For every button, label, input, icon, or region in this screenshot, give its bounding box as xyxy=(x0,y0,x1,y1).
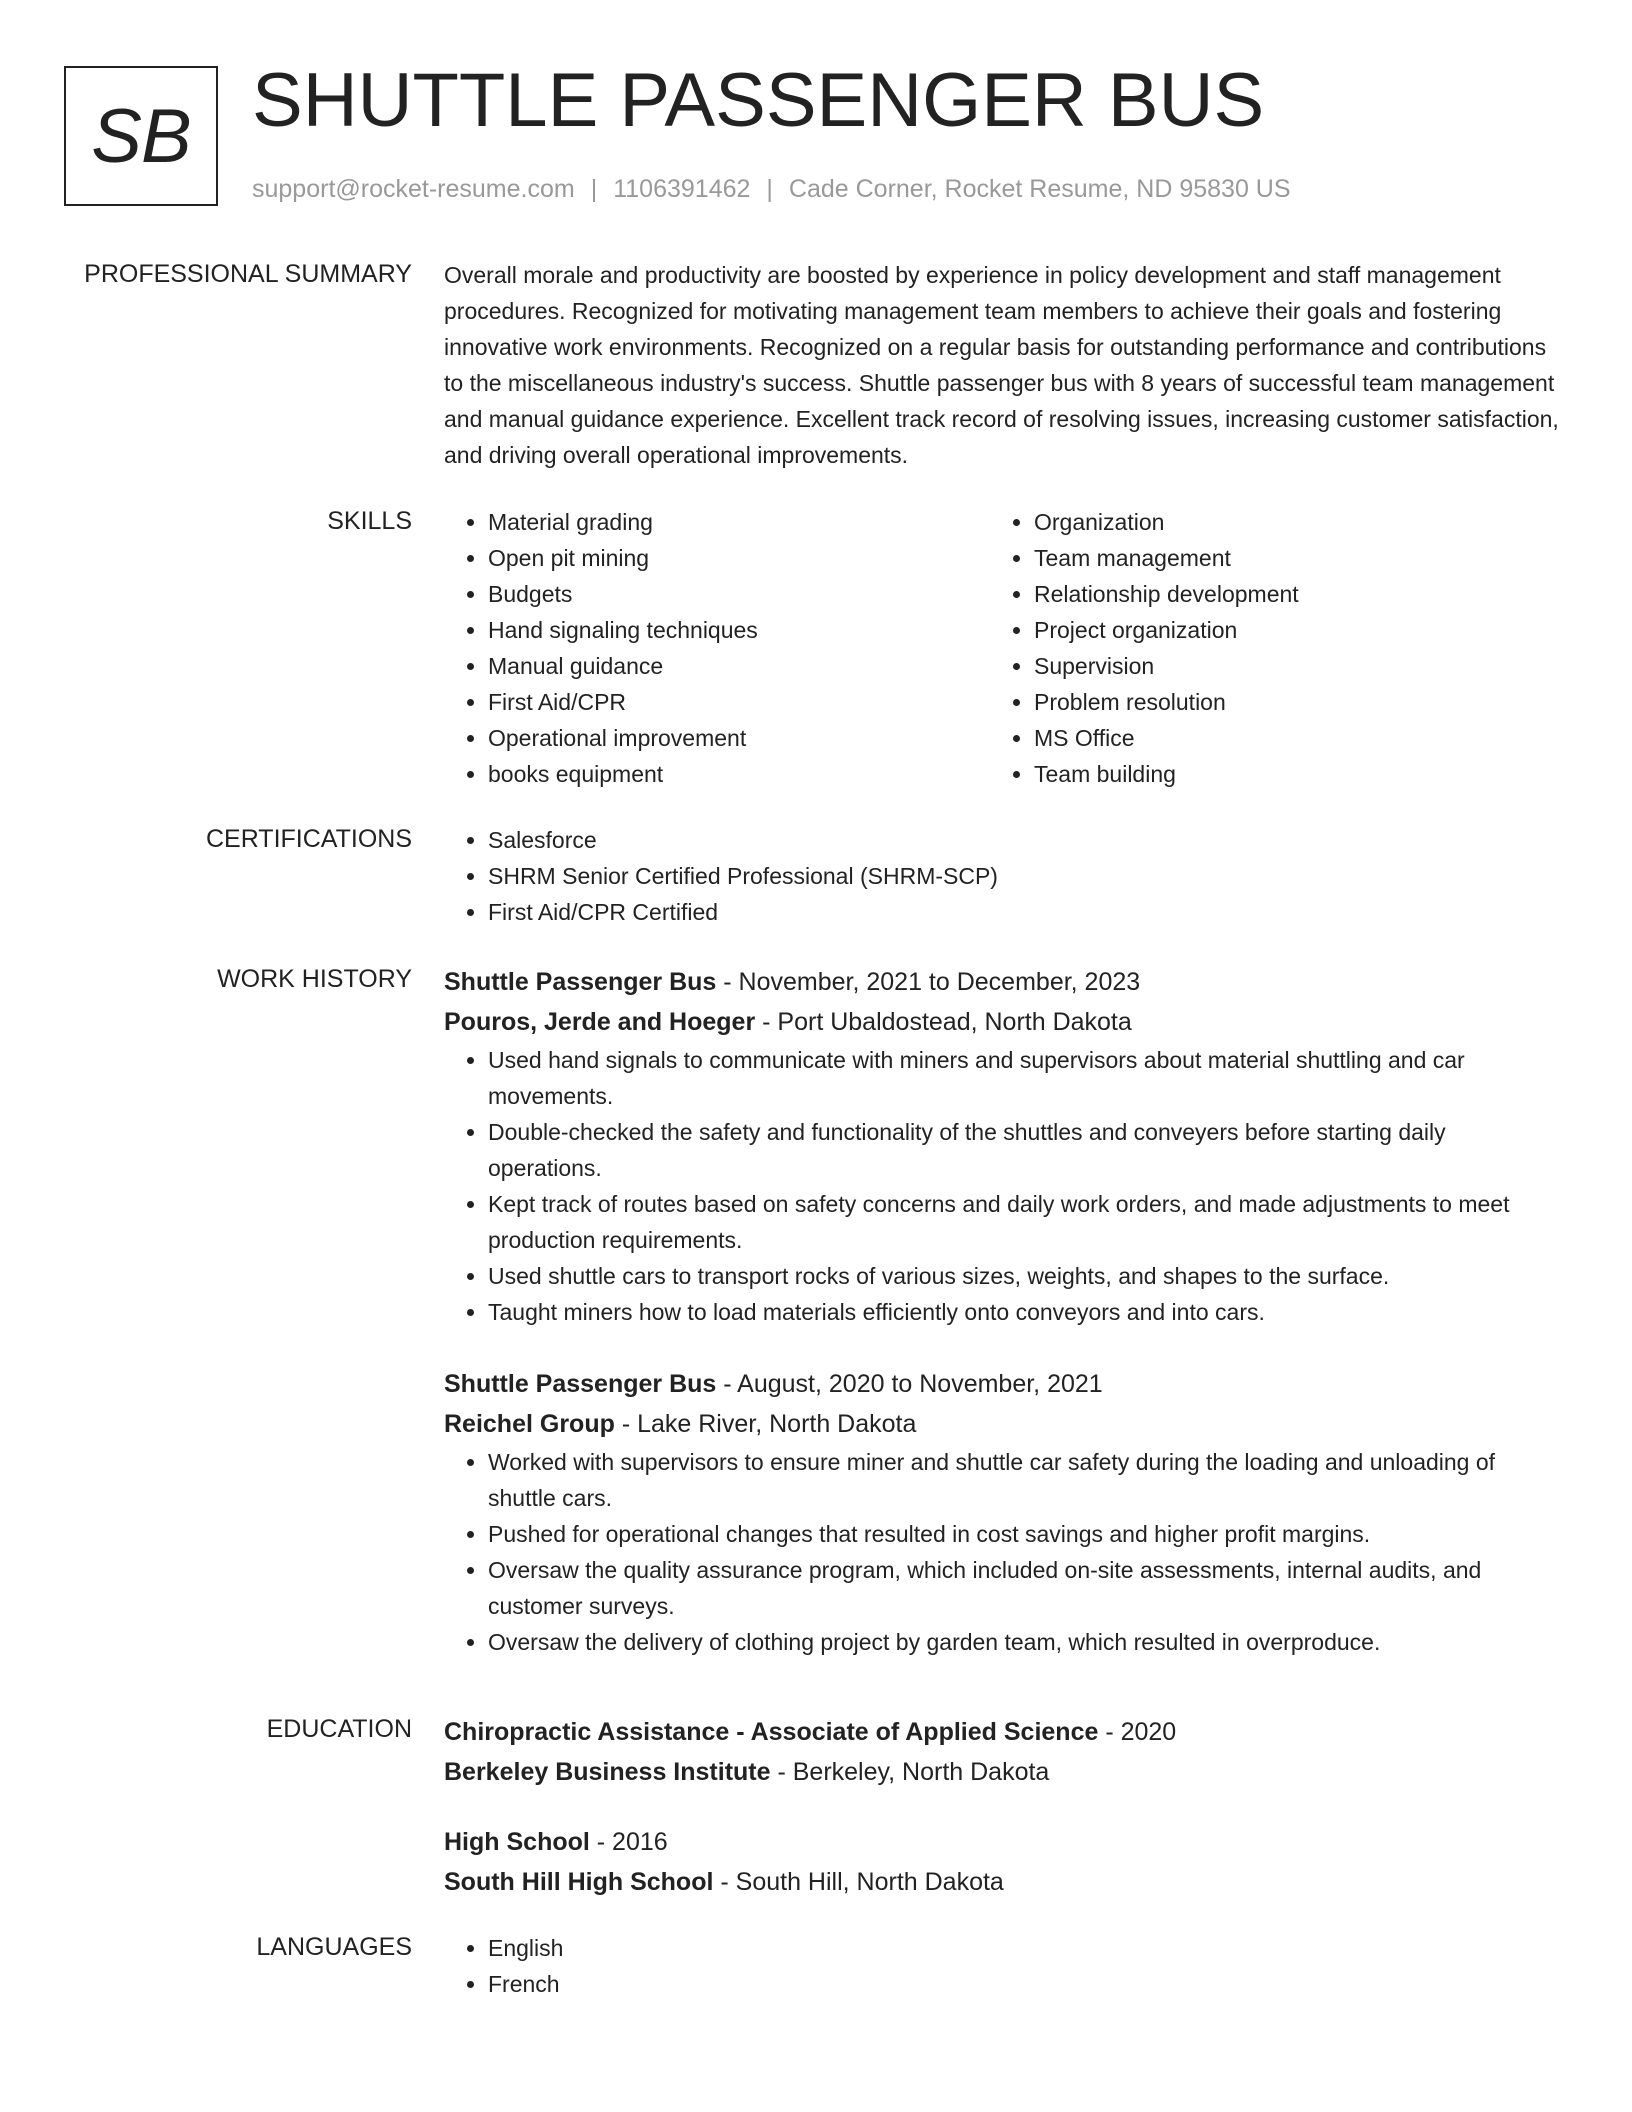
education-entry xyxy=(444,1712,1560,1792)
job-company: Pouros, Jerde and Hoeger xyxy=(444,1008,756,1036)
skill-item: • Team management xyxy=(1034,540,1536,576)
certification-item: • SHRM Senior Certified Professional (SHRM-SCP) xyxy=(488,858,1560,894)
job-location: - Port Ubaldostead, North Dakota xyxy=(762,1008,1132,1036)
education-year: - 2020 xyxy=(1105,1718,1177,1746)
skill-item: • Problem resolution xyxy=(1034,684,1536,720)
education-location: - Berkeley, North Dakota xyxy=(777,1758,1050,1786)
skill-item: • Organization xyxy=(1034,504,1536,540)
skill-item: • MS Office xyxy=(1034,720,1536,756)
job-dates: - August, 2020 to November, 2021 xyxy=(723,1370,1103,1398)
contact-separator: | xyxy=(766,175,773,203)
job-duty: • Taught miners how to load materials efficiently onto conveyors and into cars. xyxy=(488,1294,1560,1330)
education-entry xyxy=(444,1822,1560,1902)
monogram-logo: SB xyxy=(64,66,218,206)
languages-body xyxy=(444,1930,1560,2002)
job-duty: • Oversaw the delivery of clothing project by garden team, which resulted in overproduce. xyxy=(488,1624,1560,1660)
language-item: • French xyxy=(488,1966,1560,2002)
skills-list-right xyxy=(990,504,1536,792)
skill-item: • Hand signaling techniques xyxy=(488,612,990,648)
education-degree-line xyxy=(444,1822,1560,1862)
job-duty: • Pushed for operational changes that resulted in cost savings and higher profit margins. xyxy=(488,1516,1560,1552)
skill-item: • Operational improvement xyxy=(488,720,990,756)
job-role: Shuttle Passenger Bus xyxy=(444,1370,717,1398)
work-history-heading: WORK HISTORY xyxy=(217,965,412,993)
job-duty: • Oversaw the quality assurance program, which included on-site assessments, internal audits, and customer surveys. xyxy=(488,1552,1560,1624)
education-school: Berkeley Business Institute xyxy=(444,1758,771,1786)
job-duty: • Used shuttle cars to transport rocks of various sizes, weights, and shapes to the surface. xyxy=(488,1258,1560,1294)
candidate-name: SHUTTLE PASSENGER BUS xyxy=(252,58,1265,143)
summary-heading: PROFESSIONAL SUMMARY xyxy=(84,260,412,288)
job-dates: - November, 2021 to December, 2023 xyxy=(723,968,1141,996)
certifications-body xyxy=(444,822,1560,930)
skills-heading: SKILLS xyxy=(327,507,412,535)
languages-heading: LANGUAGES xyxy=(256,1933,412,1961)
job-role: Shuttle Passenger Bus xyxy=(444,968,717,996)
skill-item: • books equipment xyxy=(488,756,990,792)
job-title-line xyxy=(444,962,1560,1002)
summary-text: Overall morale and productivity are boosted by experience in policy development and staff management procedures. Recognized for motivating management team members to achieve their goals and fostering innovative work environments. Recognized on a regular basis for outstanding performance and contributions to the miscellaneous industry's success. Shuttle passenger bus with 8 years of successful team management and manual guidance experience. Excellent track record of resolving issues, increasing customer satisfaction, and driving overall operational improvements. xyxy=(444,262,1559,468)
skill-item: • Project organization xyxy=(1034,612,1536,648)
skill-item: • Budgets xyxy=(488,576,990,612)
certification-item: • Salesforce xyxy=(488,822,1560,858)
job-company-line xyxy=(444,1404,1560,1444)
skill-item: • Team building xyxy=(1034,756,1536,792)
skill-item: • Manual guidance xyxy=(488,648,990,684)
education-degree: High School xyxy=(444,1828,590,1856)
job-duties-list xyxy=(444,1444,1560,1660)
job-entry xyxy=(444,962,1560,1330)
job-duty: • Worked with supervisors to ensure miner and shuttle car safety during the loading and unloading of shuttle cars. xyxy=(488,1444,1560,1516)
job-duty: • Double-checked the safety and functionality of the shuttles and conveyers before starting daily operations. xyxy=(488,1114,1560,1186)
job-location: - Lake River, North Dakota xyxy=(621,1410,917,1438)
job-company-line xyxy=(444,1002,1560,1042)
certifications-list xyxy=(444,822,1560,930)
job-title-line xyxy=(444,1364,1560,1404)
language-item: • English xyxy=(488,1930,1560,1966)
work-history-body xyxy=(444,962,1560,1660)
certifications-heading: CERTIFICATIONS xyxy=(205,825,412,853)
education-school-line xyxy=(444,1752,1560,1792)
contact-line xyxy=(252,174,1291,204)
job-company: Reichel Group xyxy=(444,1410,615,1438)
education-school: South Hill High School xyxy=(444,1868,714,1896)
job-duties-list xyxy=(444,1042,1560,1330)
skill-item: • First Aid/CPR xyxy=(488,684,990,720)
summary-body xyxy=(444,257,1560,473)
skill-item: • Relationship development xyxy=(1034,576,1536,612)
education-heading: EDUCATION xyxy=(266,1715,412,1743)
certification-item: • First Aid/CPR Certified xyxy=(488,894,1560,930)
education-location: - South Hill, North Dakota xyxy=(720,1868,1004,1896)
skill-item: • Material grading xyxy=(488,504,990,540)
contact-email[interactable]: support@rocket-resume.com xyxy=(252,175,575,203)
contact-separator: | xyxy=(590,175,598,203)
education-degree: Chiropractic Assistance - Associate of Applied Science xyxy=(444,1718,1099,1746)
skill-item: • Open pit mining xyxy=(488,540,990,576)
skills-list-left xyxy=(444,504,990,792)
contact-address: Cade Corner, Rocket Resume, ND 95830 US xyxy=(788,175,1291,203)
skills-body xyxy=(444,504,1560,792)
education-school-line xyxy=(444,1862,1560,1902)
job-duty: • Used hand signals to communicate with miners and supervisors about material shuttling and car movements. xyxy=(488,1042,1560,1114)
education-year: - 2016 xyxy=(596,1828,668,1856)
education-degree-line xyxy=(444,1712,1560,1752)
contact-phone[interactable]: 1106391462 xyxy=(613,175,751,203)
job-duty: • Kept track of routes based on safety concerns and daily work orders, and made adjustments to meet production requirements. xyxy=(488,1186,1560,1258)
job-entry xyxy=(444,1364,1560,1660)
skill-item: • Supervision xyxy=(1034,648,1536,684)
languages-list xyxy=(444,1930,1560,2002)
education-body xyxy=(444,1712,1560,1902)
